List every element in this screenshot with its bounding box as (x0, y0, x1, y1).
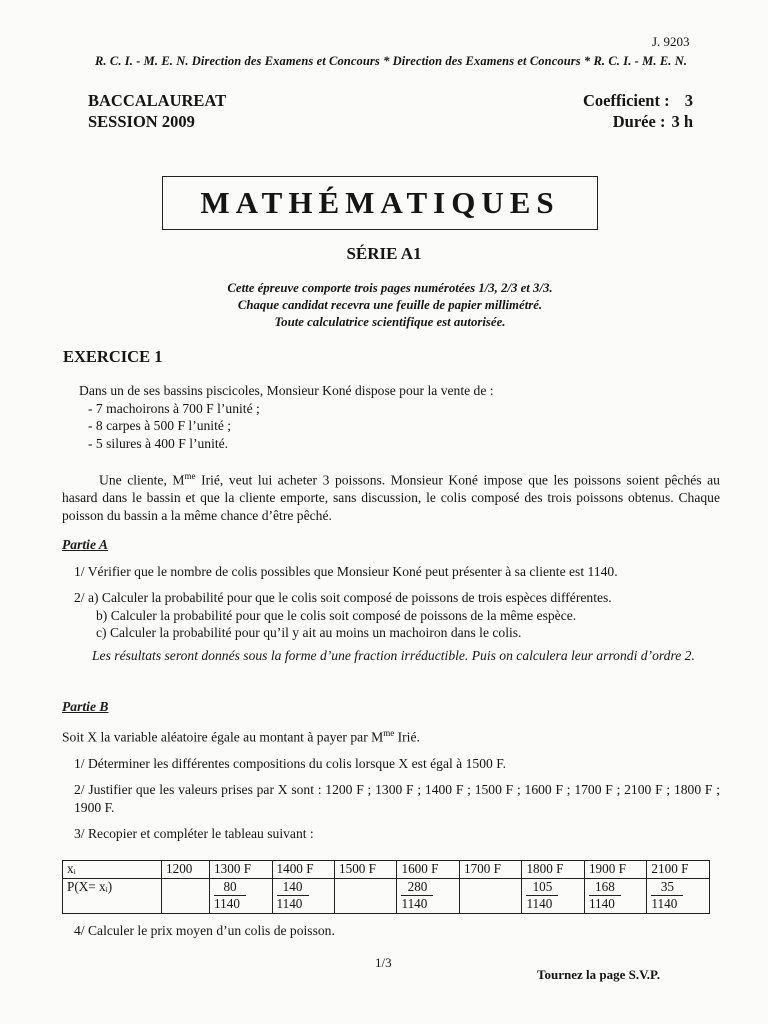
question-b3: 3/ Recopier et compléter le tableau suivant : (74, 826, 314, 842)
list-item: - 5 silures à 400 F l’unité. (88, 435, 229, 451)
partie-b-intro: Soit X la variable aléatoire égale au montant à payer par $M^{me}$ Irié. (62, 727, 420, 745)
exercise-paragraph: Une cliente, $M^{me}$ Irié, veut lui acheter 3 poissons. Monsieur Koné impose que les poissons soient pêchés au hasard dans le bassin et que la cliente emporte, sans discussion, le colis composé des trois poissons obtenus. Chaque poisson du bassin a la même chance d’être pêché. (62, 471, 720, 523)
subject-title-box (162, 176, 598, 230)
question-b2: 2/ Justifier que les valeurs prises par X sont : 1200 F ; 1300 F ; 1400 F ; 1500 F ; 1600 F ; 1700 F ; 2100 F ; 1800 F ; 1900 F. (74, 782, 720, 815)
question-a2c: c) Calculer la probabilité pour qu’il y ait au moins un machoiron dans le colis. (96, 625, 522, 640)
duration-value: 3 h (671, 112, 693, 131)
exam-meta (583, 90, 693, 132)
duration-label: Durée : (612, 112, 666, 131)
partie-a (62, 536, 720, 664)
table-row (63, 861, 710, 879)
ministry-banner: R. C. I. - M. E. N. Direction des Examens et Concours * Direction des Examens et Concours * R. C. I. - M. E. N. (95, 54, 688, 68)
turn-page-note: Tournez la page S.V.P. (537, 967, 661, 982)
note-line: Cette épreuve comporte trois pages numérotées 1/3, 2/3 et 3/3. (227, 281, 553, 295)
exam-name: BACCALAUREAT (88, 91, 227, 110)
page-number: 1/3 (375, 955, 392, 970)
table-cell (162, 879, 210, 914)
table-cell: 1700 F (459, 861, 521, 879)
table-cell (459, 879, 521, 914)
table-row (63, 879, 710, 914)
table-cell: 168 1140 (584, 879, 646, 914)
question-b1: 1/ Déterminer les différentes compositions du colis lorsque X est égal à 1500 F. (74, 755, 507, 771)
table-cell: 1600 F (397, 861, 459, 879)
table-cell: 1900 F (584, 861, 646, 879)
exam-info (88, 90, 226, 132)
table-cell: 1200 (162, 861, 210, 879)
coefficient-label: Coefficient : (583, 91, 670, 110)
table-cell: 280 1140 (397, 879, 459, 914)
list-item: - 7 machoirons à 700 F l’unité ; (88, 400, 260, 416)
probability-table (62, 860, 710, 914)
table-header-cell: xᵢ (63, 861, 162, 879)
list-item: - 8 carpes à 500 F l’unité ; (88, 418, 232, 433)
table-header-cell: P(X= xᵢ) (63, 879, 162, 914)
table-cell: 80 1140 (210, 879, 272, 914)
table-cell: 1300 F (210, 861, 272, 879)
document-code: J. 9203 (652, 34, 690, 49)
note-line: Toute calculatrice scientifique est autorisée. (274, 315, 506, 329)
partie-b-title: Partie B (62, 699, 109, 714)
partie-b (62, 698, 720, 843)
exam-session: SESSION 2009 (88, 112, 195, 131)
table-cell (335, 879, 397, 914)
exercise-intro (79, 382, 494, 452)
table-cell: 1400 F (272, 861, 334, 879)
question-a2a: 2/ a) Calculer la probabilité pour que le colis soit composé de poissons de trois espèces différentes. (74, 590, 612, 605)
table-cell: 105 1140 (522, 879, 584, 914)
subject-title: MATHÉMATIQUES (200, 185, 560, 220)
partie-a-title: Partie A (62, 537, 108, 552)
table-cell: 1800 F (522, 861, 584, 879)
exam-notes (140, 280, 640, 331)
note-line: Chaque candidat recevra une feuille de papier millimétré. (237, 298, 543, 312)
question-b4: 4/ Calculer le prix moyen d’un colis de poisson. (74, 923, 335, 938)
table-cell: 35 1140 (647, 879, 710, 914)
question-a2b: b) Calculer la probabilité pour que le colis soit composé de poissons de la même espèce. (96, 607, 577, 623)
question-a1: 1/ Vérifier que le nombre de colis possibles que Monsieur Koné peut présenter à sa cliente est 1140. (74, 563, 618, 579)
table-cell: 1500 F (335, 861, 397, 879)
intro-text: Dans un de ses bassins piscicoles, Monsieur Koné dispose pour la vente de : (79, 383, 494, 398)
serie-title: SÉRIE A1 (346, 244, 422, 263)
coefficient-value: 3 (684, 91, 693, 110)
table-cell: 140 1140 (272, 879, 334, 914)
exercise-title: EXERCICE 1 (63, 347, 163, 366)
rounding-remark: Les résultats seront donnés sous la forme d’une fraction irréductible. Puis on calculera leur arrondi d’ordre 2. (92, 647, 695, 663)
table-cell: 2100 F (647, 861, 710, 879)
